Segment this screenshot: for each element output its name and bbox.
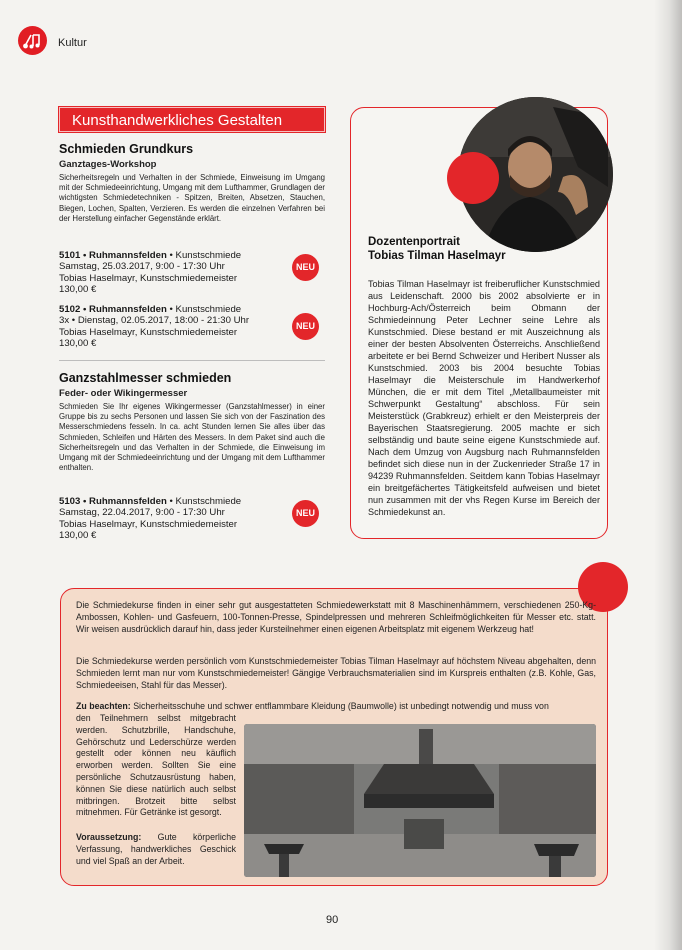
page-edge-shadow: [654, 0, 682, 950]
music-note-icon: [18, 26, 47, 55]
session-code: 5101 • Ruhmannsfelden: [59, 250, 167, 261]
portrait-heading-line2: Tobias Tilman Haselmayr: [368, 250, 506, 262]
note-first-line: Sicherheitsschuhe und schwer entflammbare Kleidung (Baumwolle) ist unbedingt notwendig und muss von: [130, 701, 549, 711]
session-5101: [59, 250, 279, 296]
requirement-text: Gute körperliche Verfassung, handwerkliches Geschick und viel Spaß an der Arbeit.: [76, 832, 236, 866]
session-teacher: Tobias Haselmayr, Kunstschmiedemeister: [59, 326, 238, 338]
note-label: Zu beachten:: [76, 701, 131, 711]
portrait-heading: [368, 235, 506, 263]
session-date: Samstag, 25.03.2017, 9:00 - 17:30 Uhr: [59, 261, 225, 273]
culture-logo: [18, 26, 47, 55]
portrait-heading-line1: Dozentenportrait: [368, 236, 460, 248]
session-venue: • Kunstschmiede: [166, 250, 242, 261]
new-badge: NEU: [292, 313, 319, 340]
info-paragraph-equipment: Die Schmiedekurse finden in einer sehr gut ausgestatteten Schmiedewerkstatt mit 8 Maschinenhämmern, verschiedenen 250-Kg-Ambossen, Kohlen- und Gasfeuern, 100-Tonnen-Presse, Spindelpressen und mehreren Schleifmöglichkeiten für Messer etc. statt. Wir weisen ausdrücklich darauf hin, dass jeder Kursteilnehmer einen eigenen Arbeitsplatz mit eigenem Werkzeug hat!: [76, 600, 596, 634]
info-note-rest: den Teilnehmern selbst mitgebracht werden. Schutzbrille, Handschuhe, Gehörschutz und Lederschürze werden gestellt oder können neu käuflich erworben werden. Sollten Sie eine persönliche Schutzausrüstung haben, können Sie diese natürlich auch selbst mitbringen. Brotzeit bitte selbst mitnehmen. Für Getränke ist gesorgt.: [76, 713, 236, 818]
session-5103: [59, 496, 279, 542]
course-description: Sicherheitsregeln und Verhalten in der Schmiede, Einweisung im Umgang mit der Schmiedeeinrichtung, Umgang mit dem Lufthammer, Grundlagen der wichtigsten Schmiedetechniken - Spitzen, Breiten, Absetzen, Stauchen, Biegen, Lochen, Spalten, Verzieren. Es werden die einzelnen Verfahren bei der Herstellung einfacher Gegenstände erklärt.: [59, 173, 325, 223]
course-subtitle: Feder- oder Wikingermesser: [59, 388, 188, 399]
session-teacher: Tobias Haselmayr, Kunstschmiedemeister: [59, 518, 238, 530]
decorative-red-dot: [447, 152, 499, 204]
divider: [59, 360, 325, 361]
category-banner: Kunsthandwerkliches Gestalten: [59, 107, 325, 132]
session-teacher: Tobias Haselmayr, Kunstschmiedemeister: [59, 272, 238, 284]
portrait-body: Tobias Tilman Haselmayr ist freiberuflicher Kunstschmied aus Leidenschaft. 2000 bis 2002 absolvierte er in Hochburg-Ach/Österreich beim Obmann der Schmiedeinnung Peter Lechner seine Lehre als Kunstschmied. Diese bestand er mit Auszeichnung als einer der besten Absolventen Österreichs. Anschließend arbeitete er bei Bernd Schweizer und Heribert Nusser als Kunstschmied. 2003 bis 2004 besuchte Tobias Haselmayr die Meisterschule im Handwerkerhof München, die er mit dem Titel „Metallbaumeister mit Schwerpunkt Gestaltung“ abschloss. Für sein Meisterstück (Grabkreuz) erhielt er den Meisterpreis der Bayerischen Staatsregierung. 2005 machte er sich selbständig und baute seine eigene Kunstschmiede auf. Nach dem Umzug von Augsburg nach Ruhmannsfelden befindet sich diese nun in der Zuckenrieder Straße 17 in 94239 Ruhmannsfelden. Seitdem kann Tobias Haselmayr ein breitgefächertes Tätigkeitsfeld aufweisen und bietet nun zusammen mit der vhs Regen Kurse im Bereich der Schmiedekunst an.: [368, 279, 600, 517]
workshop-photo: [244, 724, 596, 877]
session-code: 5102 • Ruhmannsfelden: [59, 304, 167, 315]
session-code: 5103 • Ruhmannsfelden: [59, 496, 167, 507]
course-title: Ganzstahlmesser schmieden: [59, 371, 232, 385]
info-note-line: [76, 701, 596, 713]
session-date: 3x • Dienstag, 02.05.2017, 18:00 - 21:30 Uhr: [59, 315, 250, 327]
section-label: Kultur: [58, 37, 87, 49]
course-subtitle: Ganztages-Workshop: [59, 159, 157, 170]
course-description: Schmieden Sie Ihr eigenes Wikingermesser (Ganzstahlmesser) in einer Gruppe bis zu sechs Personen und lassen Sie sich von der Faszination des Messerschmiedens fesseln. In ca. acht Stunden lernen Sie alles über das Schmieden, Schleifen und Härten des Messers. In dem Paket sind auch die Sicherheitsregeln und das Verhalten in der Schmiede, die Einweisung im Umgang mit der Schmiedeeinrichtung und der Umgang mit dem Lufthammer enthalten.: [59, 402, 325, 473]
requirement-label: Voraussetzung:: [76, 832, 142, 842]
new-badge: NEU: [292, 500, 319, 527]
info-paragraph-instructor: Die Schmiedekurse werden persönlich vom Kunstschmiedemeister Tobias Tilman Haselmayr auf höchstem Niveau abgehalten, denn Schmieden lernt man nur vom Kunstschmiedemeister! Gängige Verbrauchsmaterialien sind im Kurspreis enthalten (z.B. Kohle, Gas, Schmiedeeisen, Stahl für das Messer).: [76, 656, 596, 690]
course-ganzstahlmesser: [59, 371, 325, 473]
new-badge: NEU: [292, 254, 319, 281]
info-requirement: [76, 832, 236, 867]
session-price: 130,00 €: [59, 338, 97, 350]
session-price: 130,00 €: [59, 530, 97, 542]
session-venue: • Kunstschmiede: [166, 304, 242, 315]
course-schmieden-grundkurs: [59, 142, 325, 224]
session-5102: [59, 304, 279, 350]
course-title: Schmieden Grundkurs: [59, 142, 194, 156]
session-venue: • Kunstschmiede: [166, 496, 242, 507]
session-date: Samstag, 22.04.2017, 9:00 - 17:30 Uhr: [59, 507, 225, 519]
session-price: 130,00 €: [59, 284, 97, 296]
page-number: 90: [326, 914, 339, 926]
